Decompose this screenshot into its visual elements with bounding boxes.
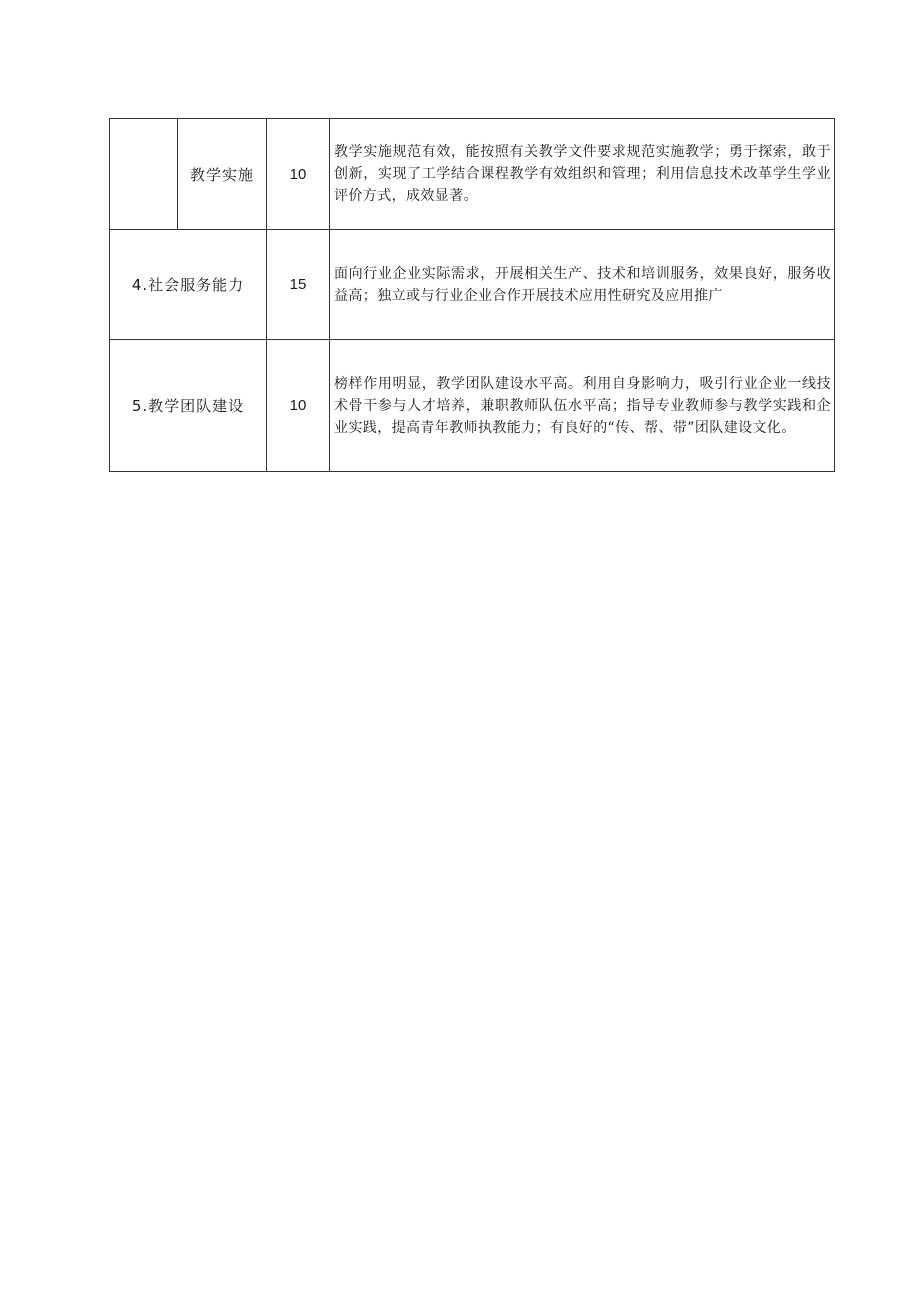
evaluation-table <box>109 118 835 472</box>
table-row <box>110 230 835 340</box>
score-cell: 10 <box>267 119 330 230</box>
subcategory-cell: 教学实施 <box>178 119 267 230</box>
score-cell: 10 <box>267 340 330 472</box>
table-row <box>110 340 835 472</box>
description-cell: 教学实施规范有效，能按照有关教学文件要求规范实施教学；勇于探索，敢于创新，实现了工学结合课程教学有效组织和管理；利用信息技术改革学生学业评价方式，成效显著。 <box>330 119 835 230</box>
category-cell: 5.教学团队建设 <box>110 340 267 472</box>
category-cell: 4.社会服务能力 <box>110 230 267 340</box>
description-cell: 榜样作用明显，教学团队建设水平高。利用自身影响力，吸引行业企业一线技术骨干参与人才培养，兼职教师队伍水平高；指导专业教师参与教学实践和企业实践，提高青年教师执教能力；有良好的“传、帮、带”团队建设文化。 <box>330 340 835 472</box>
table-row <box>110 119 835 230</box>
description-cell: 面向行业企业实际需求，开展相关生产、技术和培训服务，效果良好，服务收益高；独立或与行业企业合作开展技术应用性研究及应用推广 <box>330 230 835 340</box>
score-cell: 15 <box>267 230 330 340</box>
category-cell <box>110 119 178 230</box>
